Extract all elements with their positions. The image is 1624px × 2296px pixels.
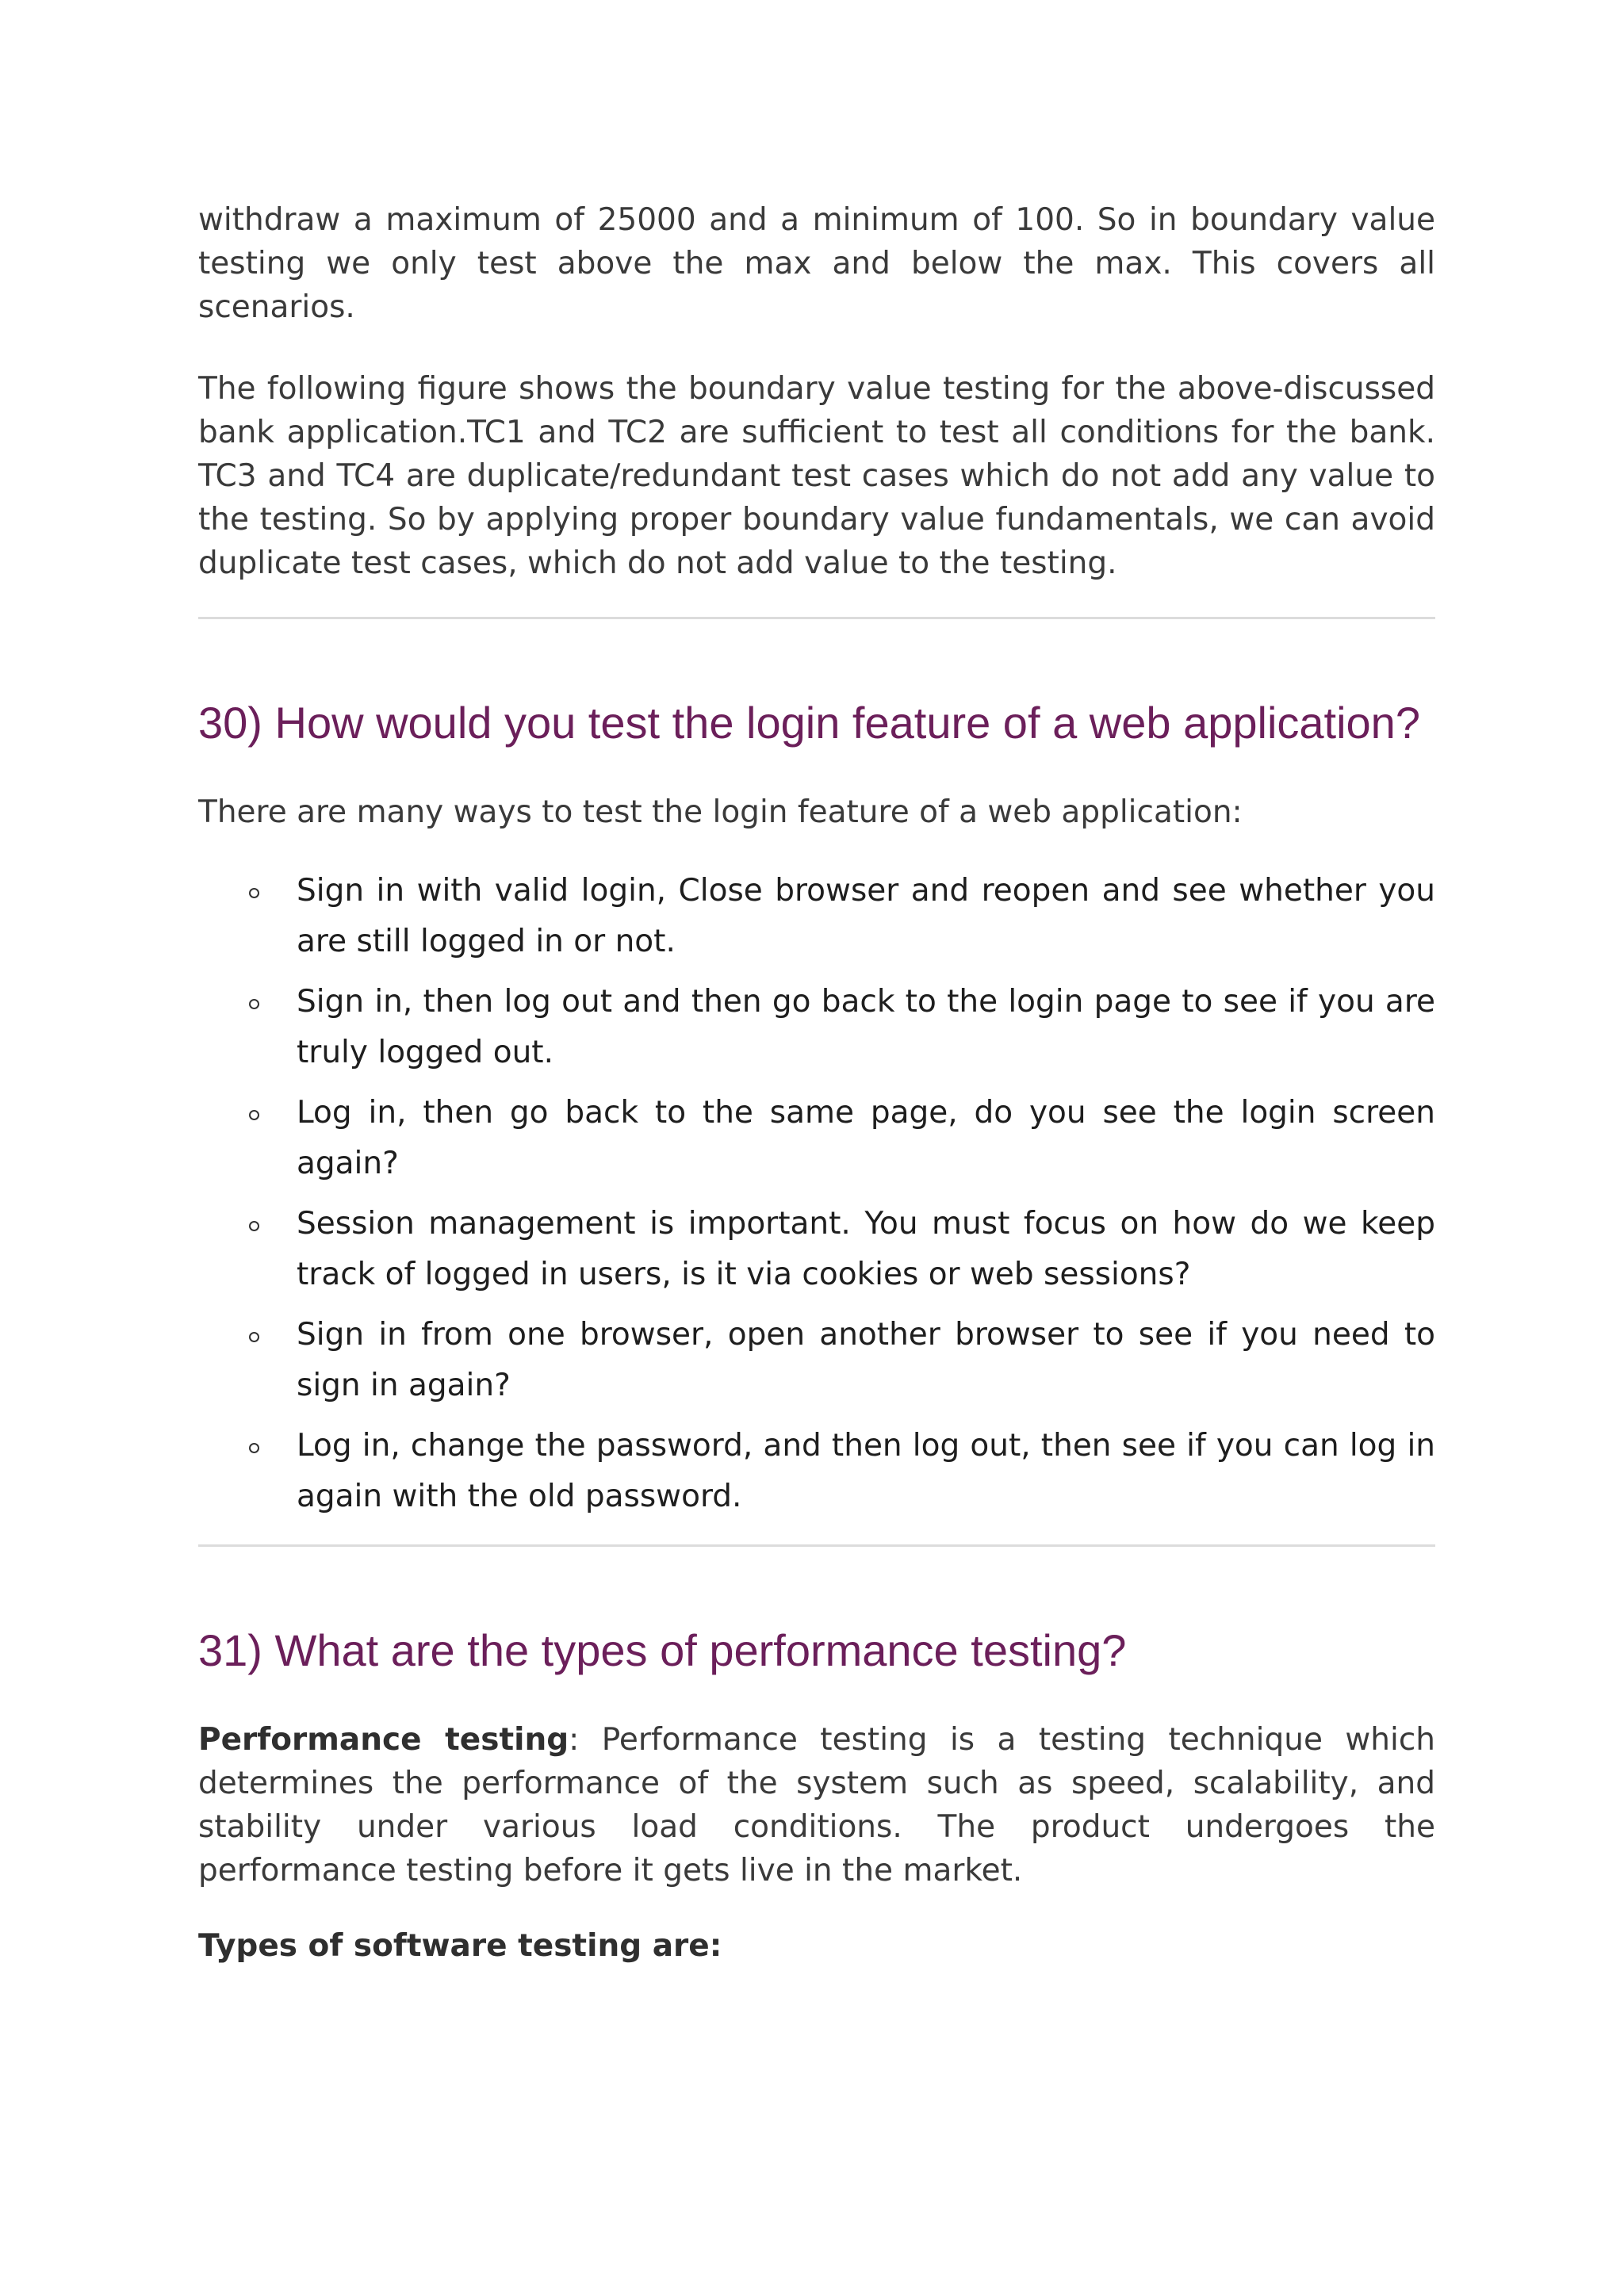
boundary-paragraph-1: withdraw a maximum of 25000 and a minimum of 100. So in boundary value testing we only test above the max and below the max. This covers all scenarios. [198, 202, 1435, 325]
question-31-heading: 31) What are the types of performance testing? [198, 1625, 1127, 1675]
definition-term: Performance testing [198, 1722, 569, 1758]
section-divider [198, 1544, 1435, 1547]
hollow-circle-bullet-icon [249, 999, 259, 1009]
performance-testing-definition [198, 1718, 1435, 1892]
list-item-text: Session management is important. You must focus on how do we keep track of logged in users, is it via cookies or web sessions? [297, 1206, 1435, 1292]
list-item [198, 1421, 1435, 1522]
list-item [198, 1199, 1435, 1300]
section-divider [198, 617, 1435, 619]
question-30-heading: 30) How would you test the login feature of a web application? [198, 698, 1420, 748]
list-item-text: Log in, change the password, and then log out, then see if you can log in again with the old password. [297, 1428, 1435, 1514]
question-30-intro: There are many ways to test the login feature of a web application: [198, 794, 1243, 830]
list-item-text: Log in, then go back to the same page, do you see the login screen again? [297, 1095, 1435, 1181]
list-item [198, 977, 1435, 1078]
types-label: Types of software testing are: [198, 1928, 722, 1964]
list-item-text: Sign in from one browser, open another browser to see if you need to sign in again? [297, 1317, 1435, 1403]
list-item-text: Sign in, then log out and then go back to the login page to see if you are truly logged out. [297, 984, 1435, 1070]
list-item [198, 1088, 1435, 1189]
boundary-paragraph-2: The following figure shows the boundary value testing for the above-discussed bank application.TC1 and TC2 are sufficient to test all conditions for the bank. TC3 and TC4 are duplicate/redundant test cases which do not add any value to the testing. So by applying proper boundary value fundamentals, we can avoid duplicate test cases, which do not add value to the testing. [198, 371, 1435, 581]
definition-text: : Performance testing is a testing technique which determines the performance of the system such as speed, scalability, and stability under various load conditions. The product undergoes the performance testing before it gets live in the market. [198, 1722, 1435, 1888]
hollow-circle-bullet-icon [249, 1332, 259, 1342]
hollow-circle-bullet-icon [249, 1221, 259, 1231]
document-page [198, 198, 1435, 1968]
hollow-circle-bullet-icon [249, 888, 259, 898]
list-item [198, 1310, 1435, 1411]
list-item [198, 866, 1435, 967]
list-item-text: Sign in with valid login, Close browser and reopen and see whether you are still logged in or not. [297, 873, 1435, 959]
login-test-list [198, 866, 1435, 1522]
hollow-circle-bullet-icon [249, 1443, 259, 1453]
hollow-circle-bullet-icon [249, 1110, 259, 1120]
